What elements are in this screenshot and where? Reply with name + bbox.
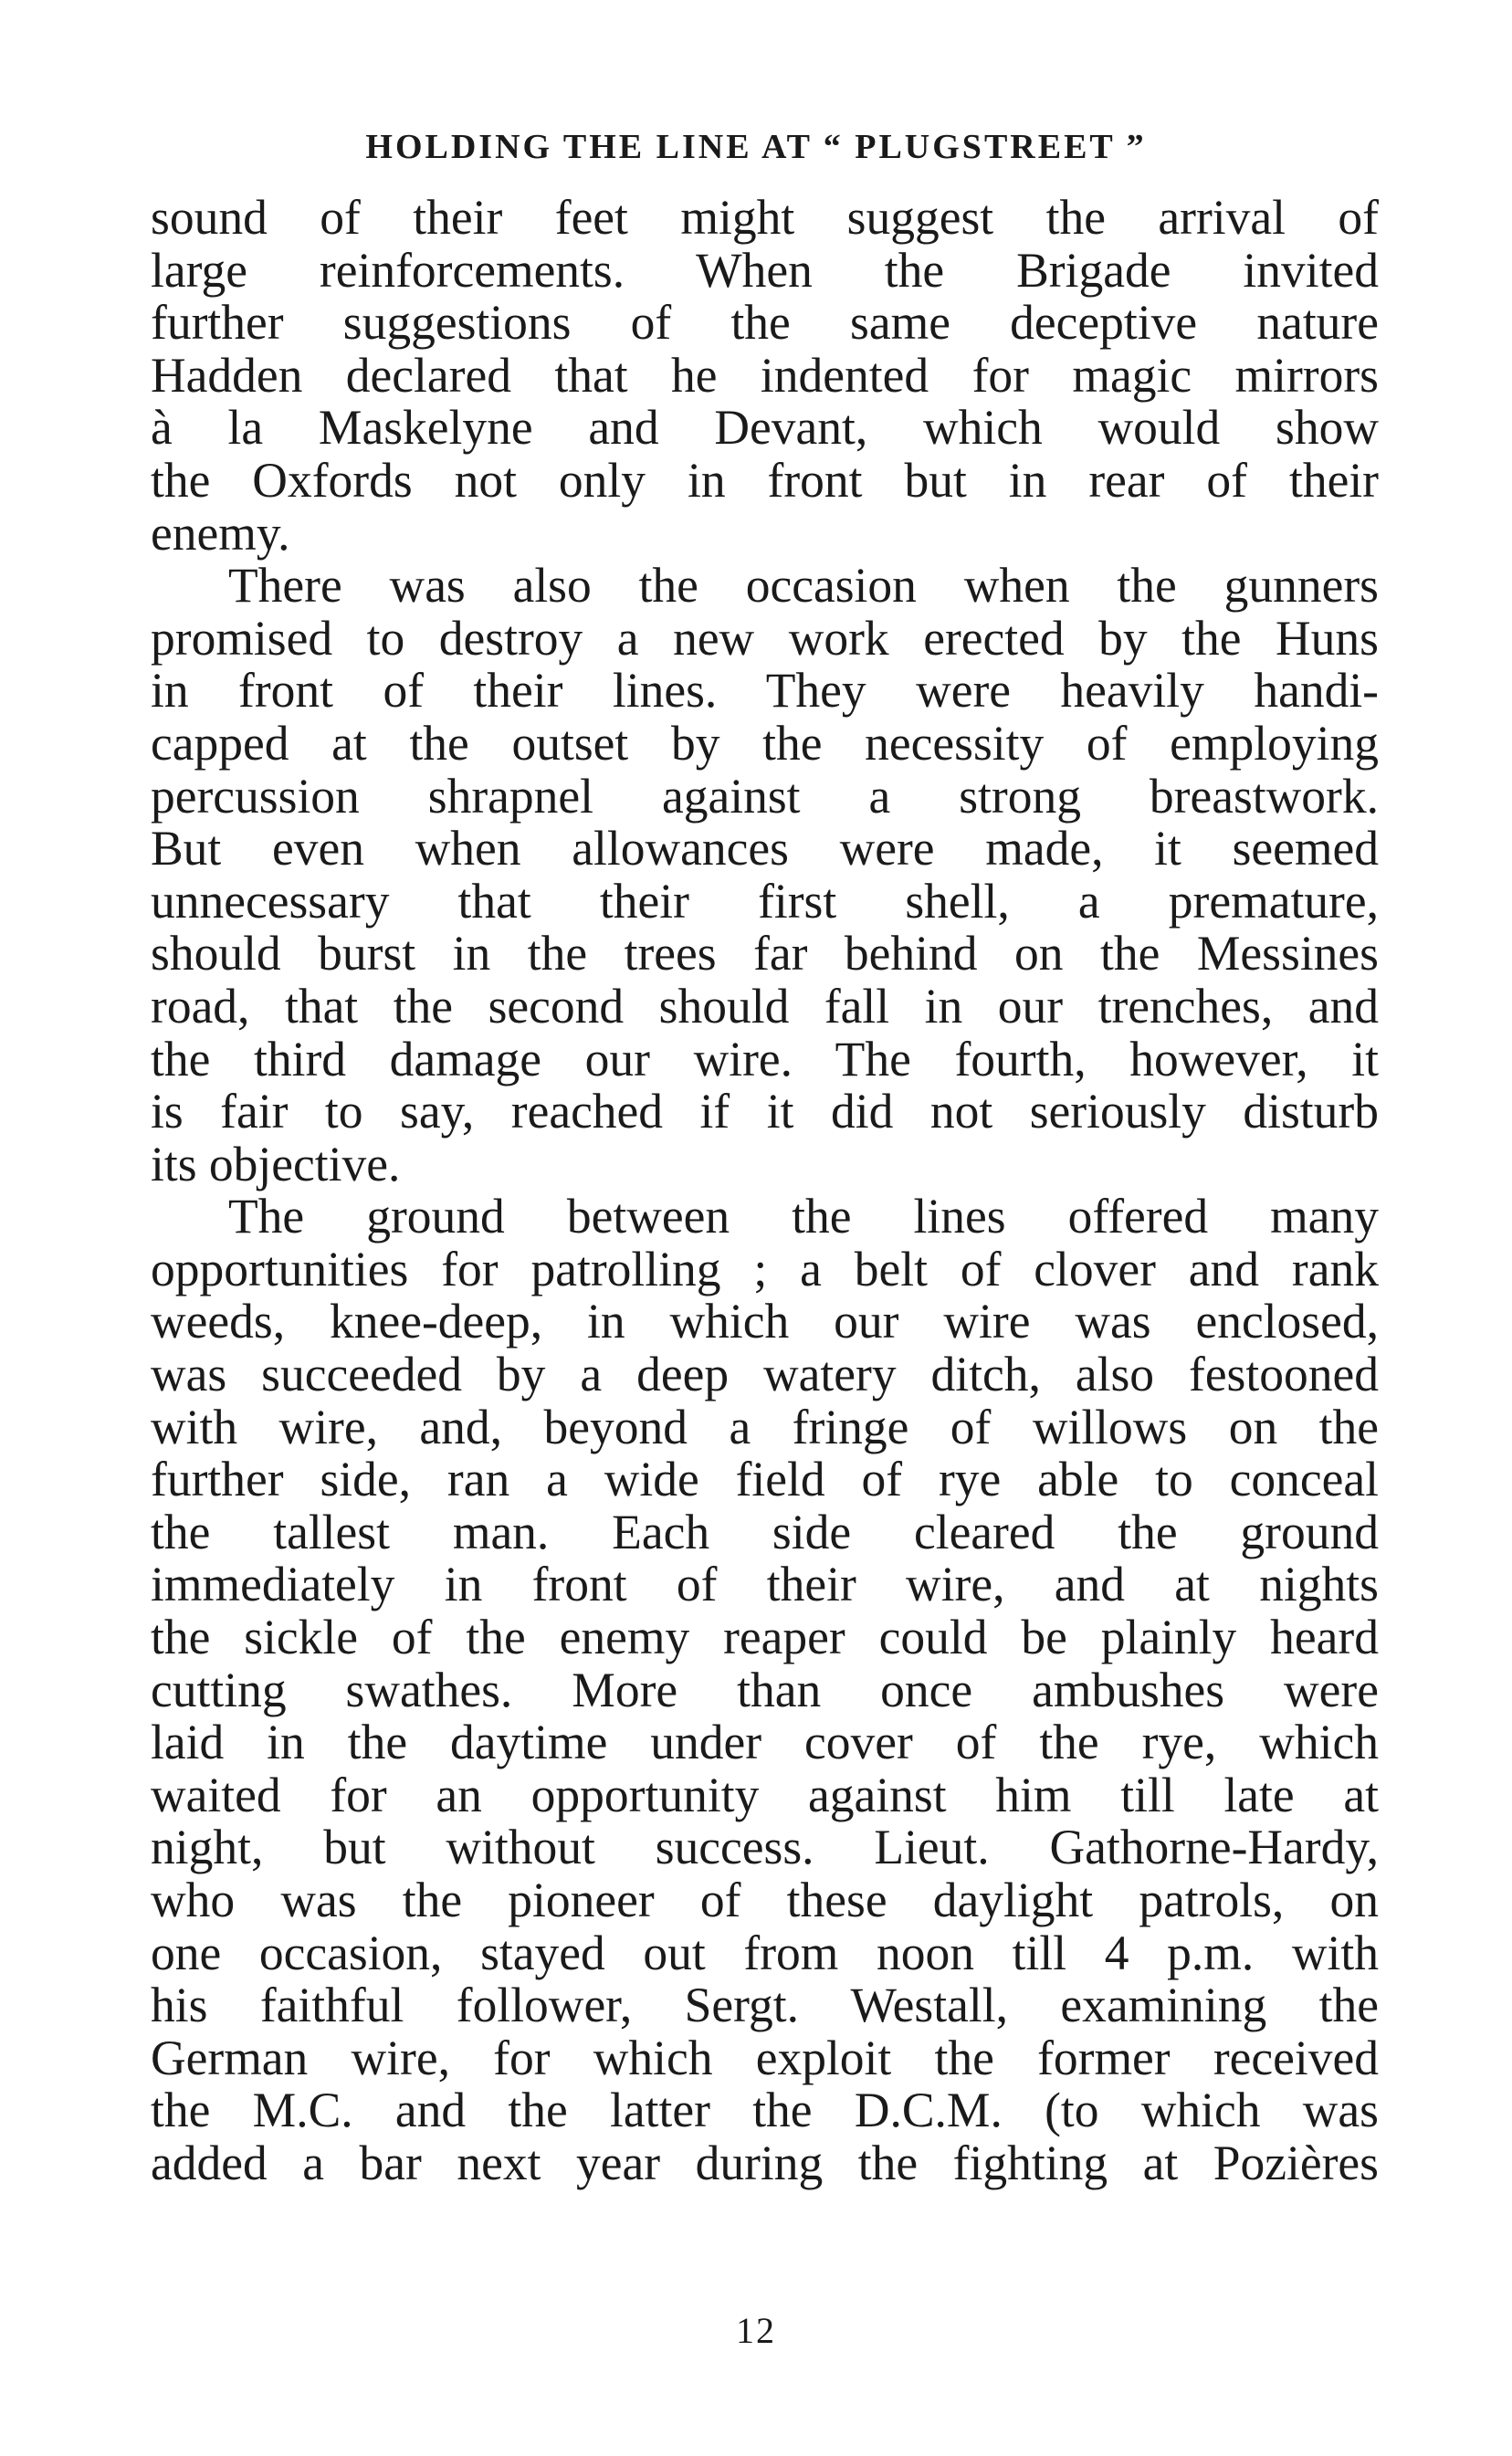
- text-line: its objective.: [151, 1136, 401, 1191]
- text-line: further suggestions of the same deceptive nature: [151, 295, 1379, 351]
- text-line: was succeeded by a deep watery ditch, also festooned: [151, 1347, 1379, 1402]
- text-line: the sickle of the enemy reaper could be plainly heard: [151, 1610, 1379, 1665]
- text-line: There was also the occasion when the gunners: [228, 558, 1379, 614]
- text-line: the M.C. and the latter the D.C.M. (to which was: [151, 2083, 1379, 2138]
- text-line: night, but without success. Lieut. Gathorne-Hardy,: [151, 1820, 1379, 1875]
- text-line: large reinforcements. When the Brigade invited: [151, 242, 1379, 298]
- text-line: unnecessary that their first shell, a premature,: [151, 873, 1379, 929]
- text-line: à la Maskelyne and Devant, which would show: [151, 400, 1379, 456]
- text-line: waited for an opportunity against him till late at: [151, 1767, 1379, 1822]
- text-line: the tallest man. Each side cleared the ground: [151, 1504, 1379, 1559]
- text-line: percussion shrapnel against a strong breastwork.: [151, 768, 1379, 824]
- text-line: is fair to say, reached if it did not seriously disturb: [151, 1084, 1379, 1139]
- text-line: weeds, knee-deep, in which our wire was enclosed,: [151, 1294, 1379, 1349]
- text-line: promised to destroy a new work erected by the Huns: [151, 610, 1379, 666]
- text-line: the Oxfords not only in front but in rear of their: [151, 452, 1379, 508]
- text-line: But even when allowances were made, it seemed: [151, 821, 1379, 876]
- page-number: 12: [736, 2310, 776, 2351]
- text-line: road, that the second should fall in our trenches, and: [151, 978, 1379, 1034]
- running-head: HOLDING THE LINE AT “ PLUGSTREET ”: [365, 128, 1147, 166]
- text-line: with wire, and, beyond a fringe of willows on the: [151, 1399, 1379, 1454]
- text-line: German wire, for which exploit the former received: [151, 2030, 1379, 2085]
- text-line: capped at the outset by the necessity of employing: [151, 715, 1379, 771]
- text-line: enemy.: [151, 505, 290, 561]
- text-line: further side, ran a wide field of rye able to conceal: [151, 1452, 1379, 1507]
- text-line: the third damage our wire. The fourth, however, it: [151, 1031, 1379, 1086]
- text-line: cutting swathes. More than once ambushes were: [151, 1662, 1379, 1717]
- paragraph-2: [151, 560, 1379, 1191]
- text-line: Hadden declared that he indented for magic mirrors: [151, 347, 1379, 403]
- text-line: his faithful follower, Sergt. Westall, examining the: [151, 1978, 1379, 2033]
- text-line: in front of their lines. They were heavily handi-: [151, 663, 1379, 719]
- text-line: The ground between the lines offered many: [228, 1189, 1379, 1244]
- text-line: opportunities for patrolling ; a belt of clover and rank: [151, 1241, 1379, 1296]
- text-line: who was the pioneer of these daylight patrols, on: [151, 1873, 1379, 1927]
- text-line: should burst in the trees far behind on the Messines: [151, 926, 1379, 981]
- text-line: immediately in front of their wire, and at nights: [151, 1557, 1379, 1612]
- text-line: added a bar next year during the fighting at Pozières: [151, 2135, 1379, 2190]
- paragraph-3: [151, 1191, 1379, 2189]
- paragraph-1: [151, 192, 1379, 560]
- text-line: sound of their feet might suggest the arrival of: [151, 190, 1379, 245]
- text-line: one occasion, stayed out from noon till 4 p.m. with: [151, 1925, 1379, 1980]
- body-text: [151, 192, 1379, 2190]
- text-line: laid in the daytime under cover of the rye, which: [151, 1715, 1379, 1770]
